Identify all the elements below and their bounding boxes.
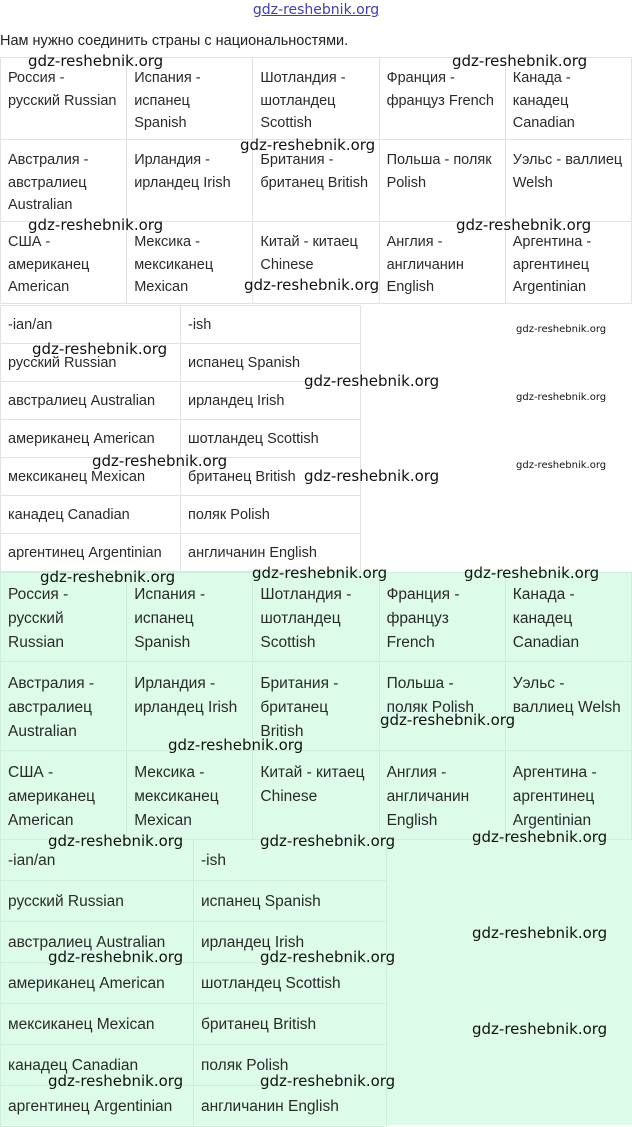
watermark: gdz-reshebnik.org	[28, 216, 164, 234]
table-cell: шотландец Scottish	[194, 963, 387, 1004]
suffix-table	[0, 305, 361, 572]
table-cell: Шотландия - шотландец Scottish	[253, 573, 379, 662]
table-row	[1, 420, 361, 458]
table-row	[1, 751, 632, 840]
table-cell: Англия - англичанин English	[379, 751, 505, 840]
table-cell: Китай - китаец Chinese	[253, 222, 379, 304]
table-cell: Россия - русский Russian	[1, 58, 127, 140]
answer-suffix-table	[0, 839, 387, 1127]
table-cell: Англия - англичанин English	[379, 222, 505, 304]
table-cell: испанец Spanish	[181, 344, 361, 382]
table-cell: американец American	[1, 963, 194, 1004]
watermark: gdz-reshebnik.org	[380, 711, 516, 729]
table-row	[1, 382, 361, 420]
watermark: gdz-reshebnik.org	[456, 216, 592, 234]
table-cell: Китай - китаец Chinese	[253, 751, 379, 840]
watermark: gdz-reshebnik.org	[516, 392, 607, 403]
table-row	[1, 1045, 387, 1086]
table-row	[1, 662, 632, 751]
column-header: -ish	[194, 840, 387, 881]
table-cell: мексиканец Mexican	[1, 458, 181, 496]
table-cell: Британия - британец British	[253, 140, 379, 222]
table-row	[1, 573, 632, 662]
table-cell: австралиец Australian	[1, 382, 181, 420]
table-cell: американец American	[1, 420, 181, 458]
table-cell: австралиец Australian	[1, 922, 194, 963]
table-row	[1, 534, 361, 572]
table-cell: русский Russian	[1, 881, 194, 922]
watermark: gdz-reshebnik.org	[472, 924, 608, 942]
table-cell: ирландец Irish	[181, 382, 361, 420]
table-cell: поляк Polish	[194, 1045, 387, 1086]
table-cell: США - американец American	[1, 751, 127, 840]
table-cell: канадец Canadian	[1, 1045, 194, 1086]
table-cell: Уэльс - валлиец Welsh	[505, 140, 631, 222]
watermark: gdz-reshebnik.org	[260, 948, 396, 966]
watermark: gdz-reshebnik.org	[28, 52, 164, 70]
watermark: gdz-reshebnik.org	[472, 828, 608, 846]
table-cell: ирландец Irish	[194, 922, 387, 963]
countries-table	[0, 57, 632, 304]
table-cell: Австралия - австралиец Australian	[1, 662, 127, 751]
watermark: gdz-reshebnik.org	[260, 1072, 396, 1090]
table-cell: США - американец American	[1, 222, 127, 304]
table-cell: аргентинец Argentinian	[1, 1086, 194, 1127]
table-row	[1, 881, 387, 922]
table-header-row	[1, 306, 361, 344]
table-cell: Франция - француз French	[379, 58, 505, 140]
table-cell: Польша - поляк Polish	[379, 662, 505, 751]
table-cell: Мексика - мексиканец Mexican	[127, 222, 253, 304]
table-cell: Польша - поляк Polish	[379, 140, 505, 222]
watermark: gdz-reshebnik.org	[252, 564, 388, 582]
watermark: gdz-reshebnik.org	[472, 1020, 608, 1038]
table-cell: Россия - русский Russian	[1, 573, 127, 662]
site-link[interactable]: gdz-reshebnik.org	[252, 2, 380, 18]
table-row	[1, 1086, 387, 1127]
table-row	[1, 1004, 387, 1045]
table-cell: Испания - испанец Spanish	[127, 58, 253, 140]
table-header-row	[1, 840, 387, 881]
table-row	[1, 922, 387, 963]
table-row	[1, 140, 632, 222]
column-header: -ish	[181, 306, 361, 344]
table-row	[1, 963, 387, 1004]
table-cell: Канада - канадец Canadian	[505, 573, 631, 662]
table-cell: Шотландия - шотландец Scottish	[253, 58, 379, 140]
table-cell: британец British	[181, 458, 361, 496]
watermark: gdz-reshebnik.org	[516, 324, 607, 335]
table-cell: мексиканец Mexican	[1, 1004, 194, 1045]
column-header: -ian/an	[1, 306, 181, 344]
table-cell: Ирландия - ирландец Irish	[127, 140, 253, 222]
table-cell: Британия - британец British	[253, 662, 379, 751]
table-cell: русский Russian	[1, 344, 181, 382]
watermark: gdz-reshebnik.org	[92, 452, 228, 470]
watermark: gdz-reshebnik.org	[48, 832, 184, 850]
watermark: gdz-reshebnik.org	[452, 52, 588, 70]
answer-countries-table	[0, 572, 632, 840]
table-cell: англичанин English	[181, 534, 361, 572]
table-row	[1, 58, 632, 140]
table-cell: поляк Polish	[181, 496, 361, 534]
watermark: gdz-reshebnik.org	[48, 948, 184, 966]
table-cell: Аргентина - аргентинец Argentinian	[505, 751, 631, 840]
table-row	[1, 458, 361, 496]
table-cell: аргентинец Argentinian	[1, 534, 181, 572]
intro-text: Нам нужно соединить страны с национальностями.	[0, 33, 349, 49]
watermark: gdz-reshebnik.org	[48, 1072, 184, 1090]
table-cell: англичанин English	[194, 1086, 387, 1127]
watermark: gdz-reshebnik.org	[244, 276, 380, 294]
table-row	[1, 344, 361, 382]
table-cell: Испания - испанец Spanish	[127, 573, 253, 662]
watermark: gdz-reshebnik.org	[516, 460, 607, 471]
watermark: gdz-reshebnik.org	[32, 340, 168, 358]
column-header: -ian/an	[1, 840, 194, 881]
table-cell: Уэльс - валлиец Welsh	[505, 662, 631, 751]
watermark: gdz-reshebnik.org	[304, 467, 440, 485]
table-cell: Аргентина - аргентинец Argentinian	[505, 222, 631, 304]
table-cell: испанец Spanish	[194, 881, 387, 922]
watermark: gdz-reshebnik.org	[40, 568, 176, 586]
watermark: gdz-reshebnik.org	[260, 832, 396, 850]
watermark: gdz-reshebnik.org	[464, 564, 600, 582]
table-cell: канадец Canadian	[1, 496, 181, 534]
table-cell: Мексика - мексиканец Mexican	[127, 751, 253, 840]
watermark: gdz-reshebnik.org	[304, 372, 440, 390]
table-cell: британец British	[194, 1004, 387, 1045]
watermark: gdz-reshebnik.org	[168, 736, 304, 754]
table-cell: Франция - француз French	[379, 573, 505, 662]
table-row	[1, 496, 361, 534]
table-row	[1, 222, 632, 304]
table-cell: Австралия - австралиец Australian	[1, 140, 127, 222]
table-cell: Канада - канадец Canadian	[505, 58, 631, 140]
watermark: gdz-reshebnik.org	[240, 136, 376, 154]
table-cell: шотландец Scottish	[181, 420, 361, 458]
table-cell: Ирландия - ирландец Irish	[127, 662, 253, 751]
